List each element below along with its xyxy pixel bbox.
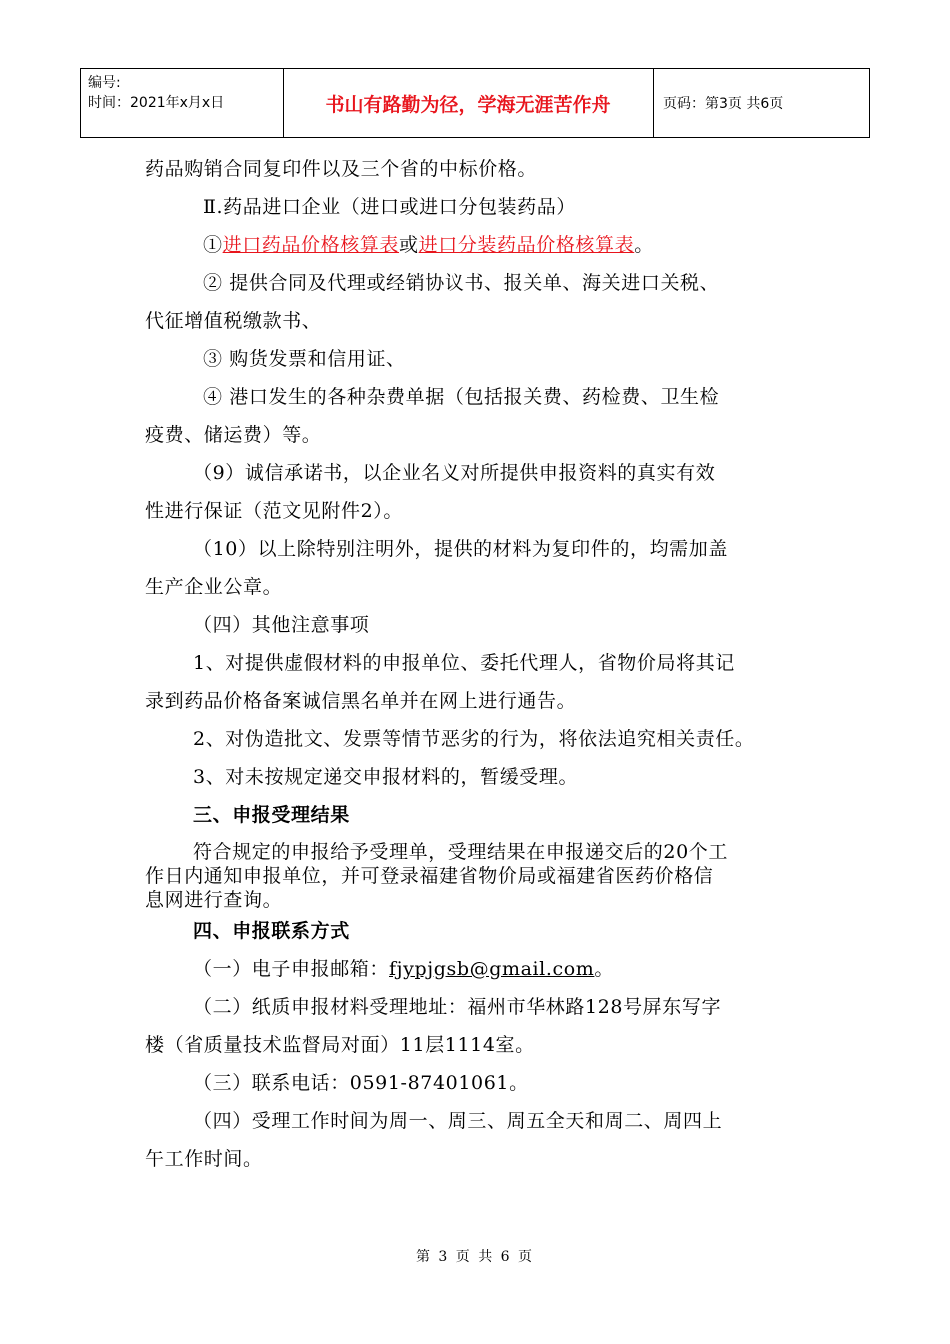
paragraph-line: 性进行保证（范文见附件2）。 xyxy=(145,500,403,522)
email-link[interactable]: fjypjgsb@gmail.com xyxy=(389,958,595,980)
paragraph-line: ② 提供合同及代理或经销协议书、报关单、海关进口关税、 xyxy=(203,272,720,294)
header-page-info: 页码：第3页 共6页 xyxy=(663,96,784,112)
doc-number-label: 编号: xyxy=(88,75,121,91)
conjunction-text: 或 xyxy=(399,234,419,256)
paragraph-line: ③ 购货发票和信用证、 xyxy=(203,348,406,370)
paragraph-line: （四）受理工作时间为周一、周三、周五全天和周二、周四上 xyxy=(193,1110,723,1132)
paragraph-line: （三）联系电话：0591-87401061。 xyxy=(193,1072,529,1094)
paragraph-line: （10）以上除特别注明外，提供的材料为复印件的，均需加盖 xyxy=(193,538,728,560)
import-drug-price-form-link[interactable]: 进口药品价格核算表 xyxy=(222,234,400,256)
paragraph-line: ④ 港口发生的各种杂费单据（包括报关费、药检费、卫生检 xyxy=(203,386,720,408)
list-marker: ① xyxy=(203,234,223,256)
paragraph-line: （9）诚信承诺书，以企业名义对所提供申报资料的真实有效 xyxy=(193,462,716,484)
header-border-right xyxy=(869,69,870,137)
paragraph-line: 1、对提供虚假材料的申报单位、委托代理人，省物价局将其记 xyxy=(193,652,735,674)
section-heading-3: 三、申报受理结果 xyxy=(193,804,350,826)
paragraph-line: 录到药品价格备案诚信黑名单并在网上进行通告。 xyxy=(145,690,577,712)
header-border-left xyxy=(80,69,81,137)
section-heading-4: 四、申报联系方式 xyxy=(193,920,350,942)
paragraph-line xyxy=(145,950,810,988)
paragraph-line: 楼（省质量技术监督局对面）11层1114室。 xyxy=(145,1034,535,1056)
header-meta xyxy=(88,73,224,113)
section-subheading: （四）其他注意事项 xyxy=(193,614,370,636)
paragraph-line: 3、对未按规定递交申报材料的，暂缓受理。 xyxy=(193,766,579,788)
page-header xyxy=(80,68,870,138)
email-label: （一）电子申报邮箱： xyxy=(193,958,390,980)
punctuation: 。 xyxy=(594,958,615,980)
paragraph-line: 药品购销合同复印件以及三个省的中标价格。 xyxy=(145,158,538,180)
paragraph-line: （二）纸质申报材料受理地址：福州市华林路128号屏东写字 xyxy=(193,996,722,1018)
paragraph-line: Ⅱ.药品进口企业（进口或进口分包装药品） xyxy=(203,196,576,218)
paragraph-line: 疫费、储运费）等。 xyxy=(145,424,322,446)
paragraph-line: 符合规定的申报给予受理单，受理结果在申报递交后的20个工 xyxy=(193,841,728,863)
page-footer: 第 3 页 共 6 页 xyxy=(415,1249,535,1265)
paragraph-line: 生产企业公章。 xyxy=(145,576,283,598)
paragraph-line: 息网进行查询。 xyxy=(145,889,283,911)
header-motto: 书山有路勤为径，学海无涯苦作舟 xyxy=(325,93,611,116)
document-body xyxy=(145,150,810,1178)
paragraph-line: 作日内通知申报单位，并可登录福建省物价局或福建省医药价格信 xyxy=(145,865,714,887)
paragraph-line: 代征增值税缴款书、 xyxy=(145,310,322,332)
header-divider-2 xyxy=(653,69,654,137)
paragraph-line xyxy=(145,226,810,264)
import-repack-drug-price-form-link[interactable]: 进口分装药品价格核算表 xyxy=(418,234,635,256)
paragraph-line: 午工作时间。 xyxy=(145,1148,263,1170)
punctuation: 。 xyxy=(634,234,654,256)
doc-time-label: 时间：2021年x月x日 xyxy=(88,95,225,111)
paragraph-line: 2、对伪造批文、发票等情节恶劣的行为，将依法追究相关责任。 xyxy=(193,728,755,750)
